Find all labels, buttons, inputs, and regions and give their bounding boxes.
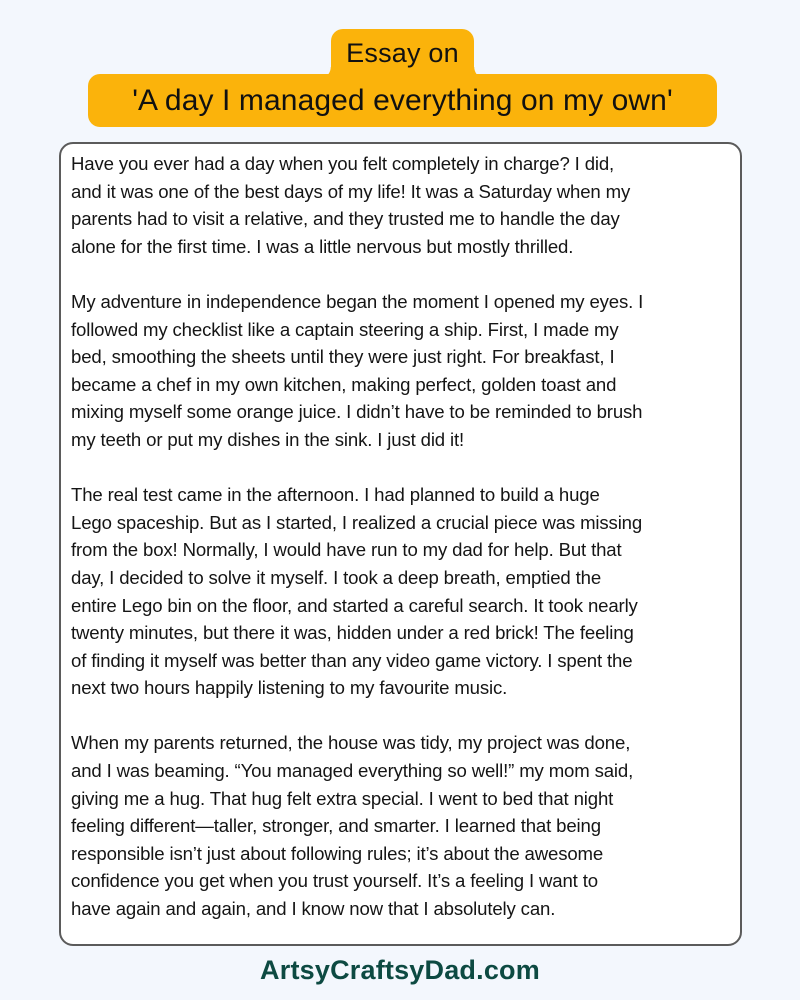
text-line: day, I decided to solve it myself. I took a deep breath, emptied the <box>71 566 602 588</box>
text-line: Lego spaceship. But as I started, I realized a crucial piece was missing <box>71 511 643 533</box>
text-line: from the box! Normally, I would have run to my dad for help. But that <box>71 539 622 561</box>
text-line: feeling different—taller, stronger, and smarter. I learned that being <box>71 815 601 837</box>
text-line: mixing myself some orange juice. I didn’t have to be reminded to brush <box>71 401 643 423</box>
text-line: My adventure in independence began the moment I opened my eyes. I <box>71 290 644 312</box>
essay-title: 'A day I managed everything on my own' <box>132 83 673 117</box>
site-name: ArtsyCraftsyDad.com <box>260 955 540 985</box>
text-line: my teeth or put my dishes in the sink. I just did it! <box>71 428 465 450</box>
paragraph-4 <box>71 729 730 922</box>
text-line: twenty minutes, but there it was, hidden under a red brick! The feeling <box>71 622 634 644</box>
text-line: followed my checklist like a captain steering a ship. First, I made my <box>71 318 619 340</box>
text-line: responsible isn’t just about following rules; it’s about the awesome <box>71 842 604 864</box>
paragraph-2 <box>71 288 730 454</box>
text-line: giving me a hug. That hug felt extra special. I went to bed that night <box>71 787 614 809</box>
text-line: have again and again, and I know now that I absolutely can. <box>71 898 556 920</box>
paragraph-1 <box>71 150 730 260</box>
text-line: and I was beaming. “You managed everything so well!” my mom said, <box>71 760 634 782</box>
title-tab <box>331 29 474 79</box>
title-line-1: Essay on <box>346 38 459 68</box>
title-bar <box>88 74 717 127</box>
text-line: entire Lego bin on the floor, and started a careful search. It took nearly <box>71 594 638 616</box>
text-line: and it was one of the best days of my life! It was a Saturday when my <box>71 180 631 202</box>
text-line: The real test came in the afternoon. I had planned to build a huge <box>71 484 600 506</box>
text-line: Have you ever had a day when you felt completely in charge? I did, <box>71 153 615 174</box>
text-line: next two hours happily listening to my favourite music. <box>71 677 508 699</box>
paragraph-3 <box>71 481 730 702</box>
text-line: When my parents returned, the house was tidy, my project was done, <box>71 732 631 754</box>
text-line: bed, smoothing the sheets until they were just right. For breakfast, I <box>71 346 615 368</box>
text-line: parents had to visit a relative, and they trusted me to handle the day <box>71 208 620 230</box>
essay-card <box>59 142 742 946</box>
site-watermark <box>0 955 800 986</box>
text-line: confidence you get when you trust yourself. It’s a feeling I want to <box>71 870 598 892</box>
text-line: alone for the first time. I was a little nervous but mostly thrilled. <box>71 235 574 257</box>
text-line: became a chef in my own kitchen, making perfect, golden toast and <box>71 373 617 395</box>
text-line: of finding it myself was better than any video game victory. I spent the <box>71 649 633 671</box>
